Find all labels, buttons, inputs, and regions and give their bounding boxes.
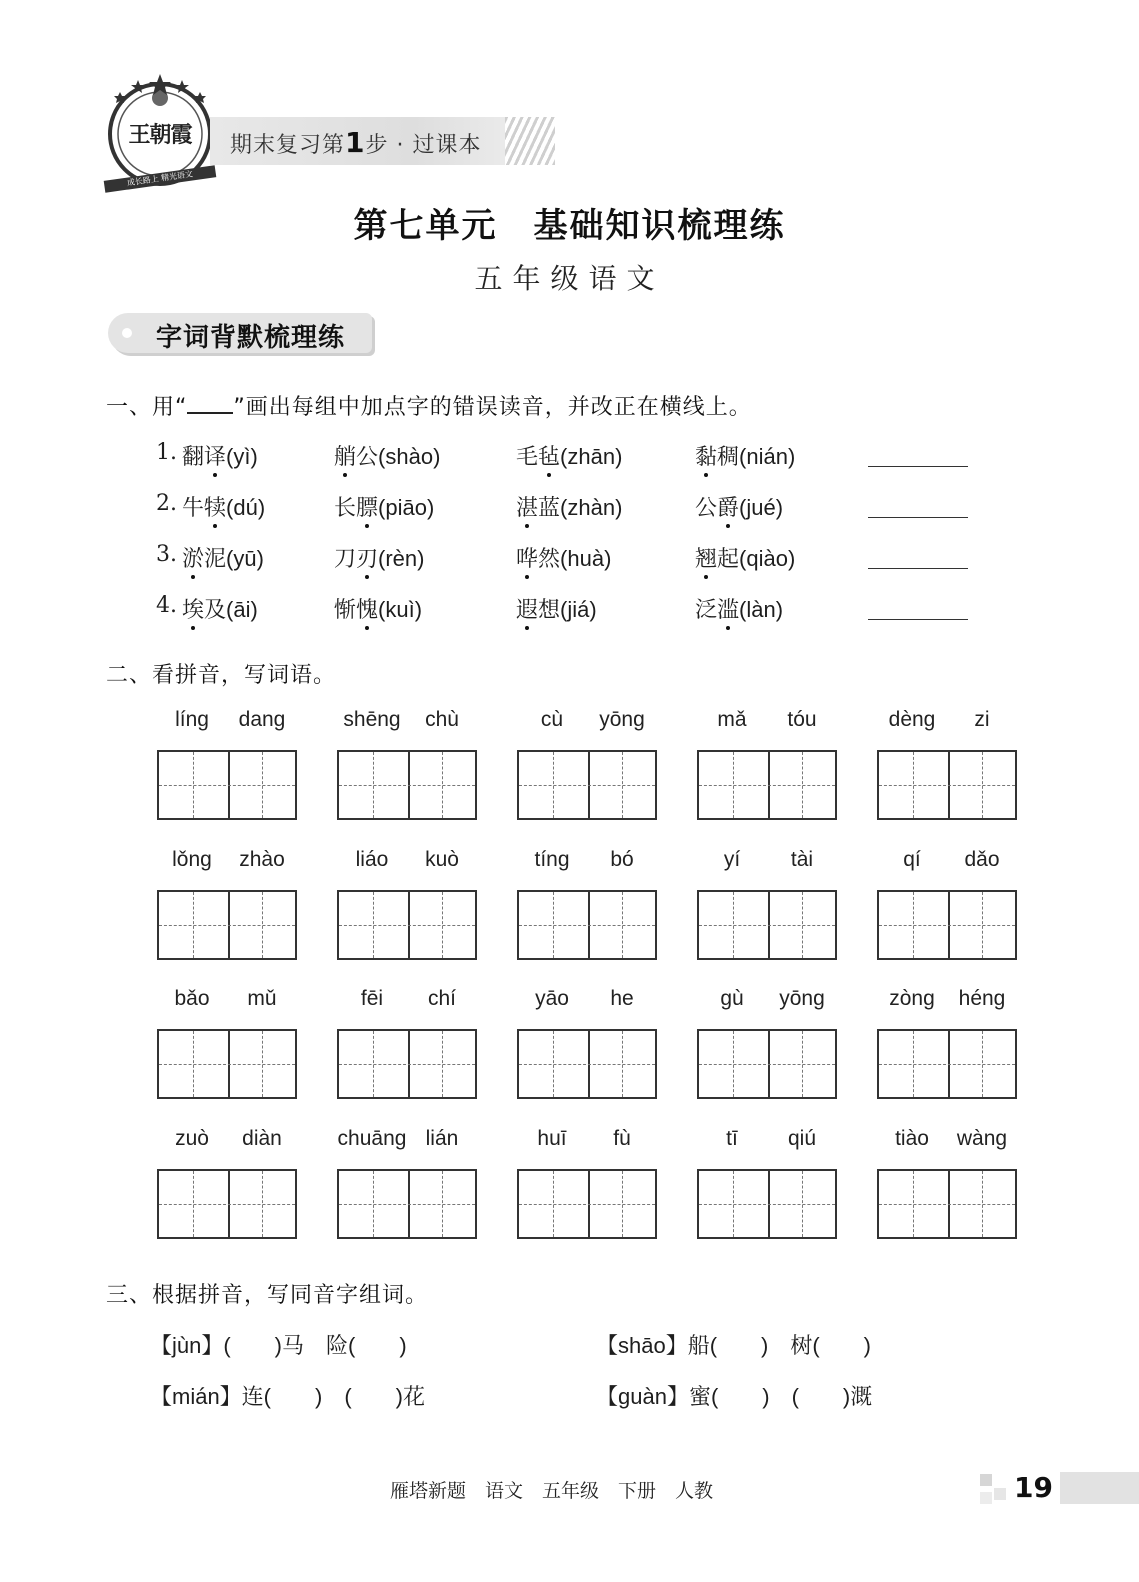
grid-line [879,1204,1015,1205]
section-tag-label: 字词背默梳理练 [156,323,346,353]
q1-char: 愧 [356,593,378,624]
tag-hole-icon [122,328,132,338]
q2-pinyin: liáo [355,848,389,871]
writing-grid[interactable] [517,750,657,820]
q2-pinyin: dǎo [964,848,1000,871]
q1-pinyin: (piāo) [378,495,435,520]
q2-pinyin: tiào [895,1127,929,1150]
q1-char: 犊 [204,491,226,522]
grid-line [699,1064,835,1065]
writing-grid[interactable] [877,890,1017,960]
grid-line [339,1064,475,1065]
footer-decor [980,1492,992,1504]
grid-line [913,752,914,818]
q1-word[interactable] [695,542,795,573]
q1-char: 稠 [717,445,740,470]
grid-line [699,925,835,926]
q2-pinyin: líng [175,708,209,731]
q2-pinyin: cù [540,708,564,731]
q2-pinyin: zòng [889,987,935,1010]
q1-word[interactable] [516,440,622,471]
q2-pinyin: yōng [599,708,645,731]
q2-pinyin: chí [427,987,456,1010]
grid-line [193,752,194,818]
q1-pinyin: (dú) [226,495,266,520]
q1-pinyin: (yì) [226,444,258,469]
grid-line [913,1171,914,1237]
grid-line [622,1031,623,1097]
banner-text [230,126,481,159]
grid-line [193,1171,194,1237]
writing-grid[interactable] [157,750,297,820]
grid-line [553,1031,554,1097]
q1-word[interactable] [516,593,597,624]
writing-grid[interactable] [697,1029,837,1099]
grid-line [159,1204,295,1205]
q1-pinyin: (qiào) [739,546,796,571]
writing-grid[interactable] [697,750,837,820]
q2-pinyin: qiú [787,1127,817,1150]
q2-pinyin: kuò [425,848,459,871]
grid-line [982,1031,983,1097]
footer-bar [1060,1472,1139,1504]
grid-line [159,1064,295,1065]
grid-line [699,785,835,786]
grid-line [159,785,295,786]
q1-char: 及 [204,598,227,623]
q1-pinyin: (rèn) [378,546,425,571]
grid-line [553,892,554,958]
writing-grid[interactable] [157,1169,297,1239]
writing-grid[interactable] [337,750,477,820]
grid-line [373,752,374,818]
grid-line [982,1171,983,1237]
grid-line [442,892,443,958]
answer-line[interactable] [868,466,968,467]
q1-row-number: 3. [156,542,177,567]
logo-slogan: 成长路上 精光语文 [104,165,217,192]
section-tag [108,313,372,353]
q1-pinyin: (jiá) [560,597,597,622]
banner-suffix: 步 · 过课本 [365,133,482,158]
q1-char: 蓝 [538,496,561,521]
q2-pinyin: zhào [239,848,285,871]
q2-pinyin: chuāng [337,1127,407,1150]
grid-line [339,1204,475,1205]
q2-pinyin: bǎo [174,987,210,1010]
grid-line [802,1031,803,1097]
answer-line[interactable] [868,517,968,518]
q1-word[interactable] [182,491,265,522]
footer-text: 雁塔新题 语文 五年级 下册 人教 [390,1480,714,1502]
q2-pinyin: diàn [242,1127,282,1150]
grid-line [622,752,623,818]
grid-line [373,1171,374,1237]
q2-pinyin: tóu [787,708,817,731]
grid-line [879,785,1015,786]
q2-pinyin: lǒng [172,848,212,871]
q2-pinyin: fēi [360,987,384,1010]
q1-pinyin: (yū) [226,546,264,571]
q1-word[interactable] [695,491,783,522]
q2-pinyin: tī [726,1127,738,1150]
grid-line [733,892,734,958]
writing-grid[interactable] [337,1169,477,1239]
q2-pinyin: fù [613,1127,631,1150]
grid-line [519,1064,655,1065]
writing-grid[interactable] [157,890,297,960]
grid-line [879,1064,1015,1065]
q1-char: 毛 [516,445,539,470]
q3-item[interactable]: 【guàn】蜜( ) ( )溉 [596,1384,873,1409]
grid-line [262,1171,263,1237]
q1-char: 刀 [334,547,357,572]
q1-heading [106,390,752,421]
grid-line [879,925,1015,926]
q1-pinyin: (huà) [560,546,612,571]
q1-pinyin: (nián) [739,444,796,469]
grid-line [442,752,443,818]
q3-item[interactable]: 【jùn】( )马 险( ) [150,1333,407,1358]
q1-char: 艄 [334,440,356,471]
q2-pinyin: yōng [779,987,825,1010]
q1-char: 起 [717,547,740,572]
q1-char: 泛 [695,598,718,623]
page-title: 第七单元 基础知识梳理练 [353,206,786,246]
banner-stripes [505,117,555,165]
q2-pinyin: chù [425,708,459,731]
writing-grid[interactable] [517,1029,657,1099]
q1-word[interactable] [334,593,422,624]
grid-line [802,1171,803,1237]
grid-line [262,1031,263,1097]
q2-pinyin: tíng [534,848,570,871]
q2-pinyin: zi [974,708,990,731]
q2-pinyin: shēng [343,708,401,731]
q1-char: 刃 [356,542,378,573]
brand-logo [104,72,216,190]
q1-word[interactable] [695,440,795,471]
q1-pinyin: (kuì) [378,597,423,622]
writing-grid[interactable] [877,750,1017,820]
q2-pinyin: gù [720,987,744,1010]
q1-word[interactable] [182,440,258,471]
q1-char: 想 [538,598,561,623]
q1-char: 湛 [516,491,538,522]
grid-line [519,925,655,926]
banner-step: 1 [345,126,366,159]
q1-char: 翘 [695,542,717,573]
grid-line [622,1171,623,1237]
q1-char: 译 [204,440,226,471]
q1-char: 膘 [356,491,378,522]
grid-line [982,752,983,818]
q2-pinyin: he [610,987,634,1010]
writing-grid[interactable] [877,1029,1017,1099]
grid-line [553,1171,554,1237]
grid-line [193,892,194,958]
footer-decor [980,1474,992,1486]
grid-line [913,892,914,958]
q1-word[interactable] [516,491,622,522]
q1-char: 泥 [204,547,227,572]
writing-grid[interactable] [697,1169,837,1239]
q2-pinyin: yāo [535,987,569,1010]
underline-sample [187,394,233,414]
q1-char: 翻 [182,445,205,470]
grid-line [159,925,295,926]
q1-row-number: 1. [156,440,177,465]
q1-word[interactable] [334,491,434,522]
q2-pinyin: dèng [888,708,936,731]
q1-char: 公 [695,496,718,521]
q2-pinyin: mǎ [717,708,747,731]
grid-line [262,892,263,958]
q1-char: 哗 [516,542,538,573]
footer-decor [994,1488,1006,1500]
logo-name: 王朝霞 [128,122,192,148]
grid-line [339,785,475,786]
q1-char: 惭 [334,598,357,623]
q2-pinyin: tài [790,848,814,871]
q1-word[interactable] [695,593,783,624]
q1-char: 黏 [695,440,717,471]
q1-word[interactable] [182,542,264,573]
banner-prefix: 期末复习第 [230,133,346,158]
grid-line [733,1171,734,1237]
writing-grid[interactable] [877,1169,1017,1239]
grid-line [699,1204,835,1205]
grid-line [339,925,475,926]
q2-pinyin: wàng [956,1127,1008,1150]
q1-char: 毡 [538,440,560,471]
answer-line[interactable] [868,568,968,569]
writing-grid[interactable] [157,1029,297,1099]
q2-heading: 二、看拼音，写词语。 [106,663,337,688]
q1-pinyin: (āi) [226,597,258,622]
writing-grid[interactable] [517,1169,657,1239]
q1-pinyin: (shào) [378,444,441,469]
grid-line [733,752,734,818]
q2-pinyin: huī [537,1127,567,1150]
q1-word[interactable] [182,593,258,624]
q2-pinyin: mǔ [247,987,277,1010]
q1-word[interactable] [334,542,424,573]
q1-char: 淤 [182,542,204,573]
grid-line [802,892,803,958]
q2-pinyin: qí [903,848,921,871]
q2-pinyin: bó [610,848,634,871]
q1-word[interactable] [516,542,611,573]
q1-char: 爵 [717,491,739,522]
q1-char: 公 [356,445,379,470]
q2-pinyin: zuò [175,1127,209,1150]
grid-line [262,752,263,818]
q1-row-number: 4. [156,593,177,618]
q2-pinyin: dang [238,708,286,731]
q2-pinyin: héng [958,987,1006,1010]
writing-grid[interactable] [337,1029,477,1099]
q1-word[interactable] [334,440,440,471]
q1-char: 然 [538,547,561,572]
page-number: 19 [1014,1471,1053,1504]
q3-heading: 三、根据拼音，写同音字组词。 [106,1283,429,1308]
answer-line[interactable] [868,619,968,620]
writing-grid[interactable] [337,890,477,960]
page-subtitle: 五年级语文 [474,262,665,295]
grid-line [442,1171,443,1237]
q1-pinyin: (zhān) [560,444,623,469]
q1-heading-prefix: 一、用“ [106,395,188,420]
grid-line [982,892,983,958]
writing-grid[interactable] [697,890,837,960]
q2-pinyin: yí [723,848,741,871]
grid-line [519,1204,655,1205]
q1-char: 埃 [182,593,204,624]
grid-line [519,785,655,786]
q1-char: 牛 [182,496,205,521]
grid-line [373,892,374,958]
grid-line [553,752,554,818]
grid-line [622,892,623,958]
q1-pinyin: (zhàn) [560,495,623,520]
q1-char: 滥 [717,593,739,624]
q3-item[interactable]: 【mián】连( ) ( )花 [150,1384,425,1409]
q1-heading-suffix: ”画出每组中加点字的错误读音，并改正在横线上。 [233,395,752,420]
q1-pinyin: (jué) [739,495,784,520]
q1-char: 长 [334,496,357,521]
q2-pinyin: lián [425,1127,459,1150]
writing-grid[interactable] [517,890,657,960]
grid-line [733,1031,734,1097]
grid-line [913,1031,914,1097]
q1-row-number: 2. [156,491,177,516]
q3-item[interactable]: 【shāo】船( ) 树( ) [596,1333,872,1358]
grid-line [802,752,803,818]
grid-line [193,1031,194,1097]
grid-line [373,1031,374,1097]
q1-pinyin: (làn) [739,597,784,622]
grid-line [442,1031,443,1097]
q1-char: 遐 [516,593,538,624]
